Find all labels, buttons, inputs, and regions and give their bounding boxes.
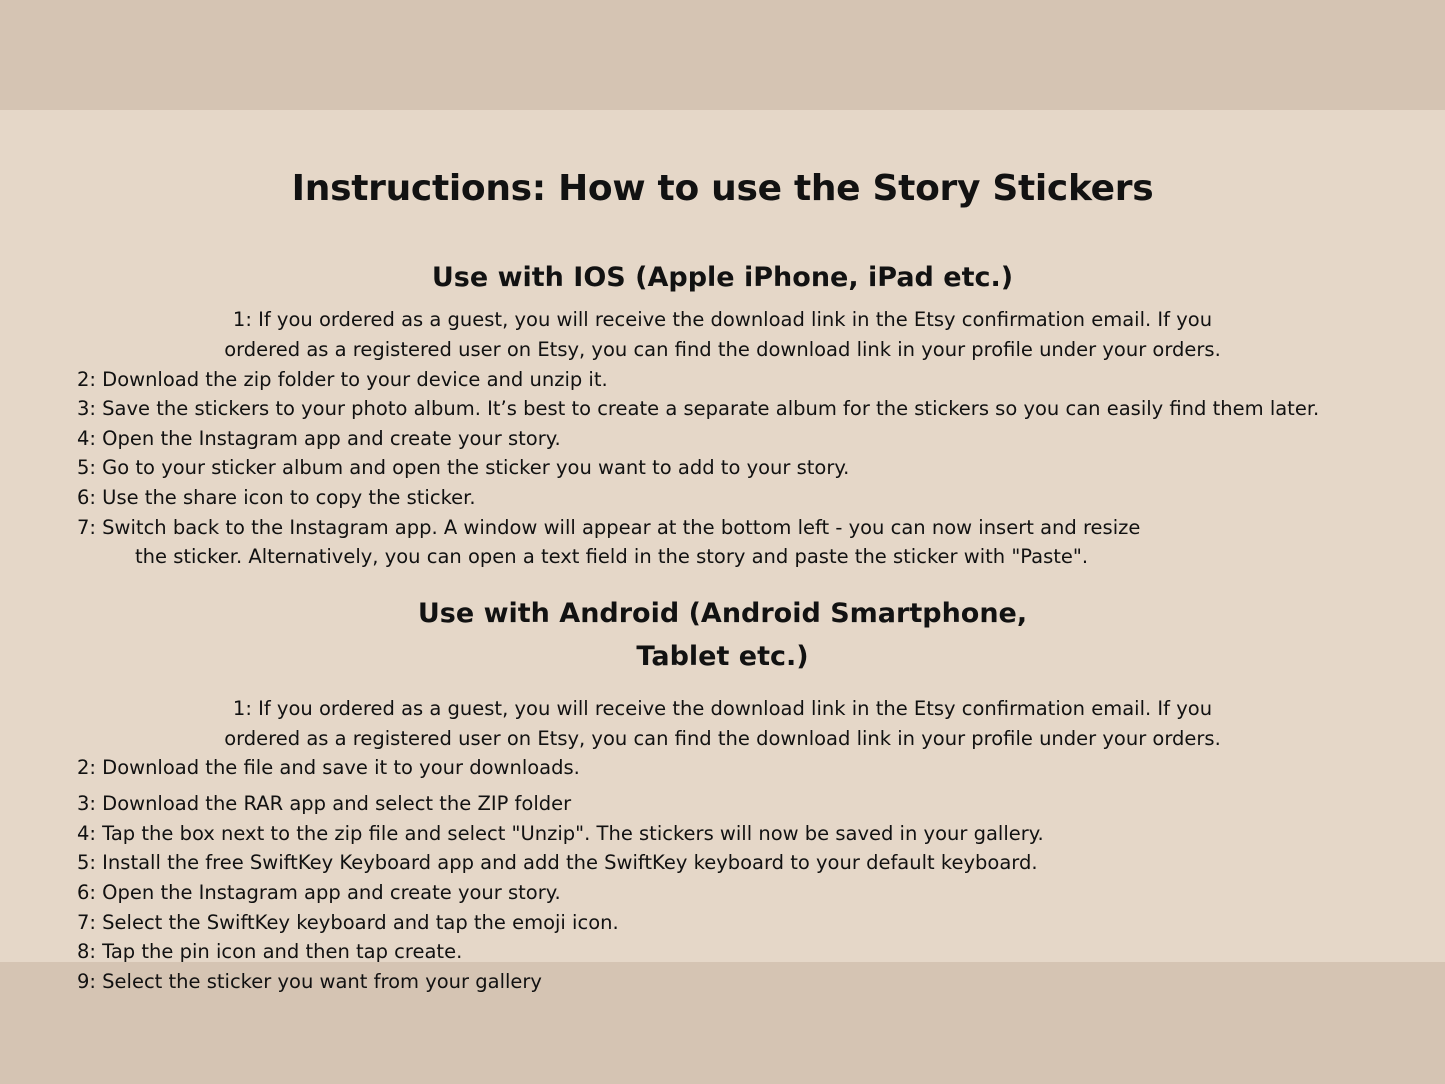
step-continuation: the sticker. Alternatively, you can open a text field in the story and paste the sticker with "Paste". [135, 545, 1089, 569]
list-item: 2: Download the zip folder to your device and unzip it. [77, 367, 608, 391]
step-text: 7: Switch back to the Instagram app. A window will appear at the bottom left - you can now insert and resize [77, 515, 1141, 539]
step-text: 1: If you ordered as a guest, you will receive the download link in the Etsy confirmation email. If you [232, 697, 1213, 721]
list-item: 4: Tap the box next to the zip file and select "Unzip". The stickers will now be saved in your gallery. [77, 821, 1044, 845]
steps-list-android [55, 694, 1390, 996]
step-continuation: ordered as a registered user on Etsy, you can find the download link in your profile under your orders. [224, 337, 1221, 361]
list-item: 5: Go to your sticker album and open the sticker you want to add to your story. [77, 456, 850, 480]
page-title: Instructions: How to use the Story Stickers [291, 168, 1154, 209]
list-item [55, 694, 1390, 753]
list-item: 6: Open the Instagram app and create your story. [77, 880, 561, 904]
list-item [55, 305, 1390, 364]
list-item: 6: Use the share icon to copy the sticker. [77, 486, 476, 510]
list-item: 4: Open the Instagram app and create your story. [77, 426, 561, 450]
list-item [55, 513, 1390, 572]
step-continuation: ordered as a registered user on Etsy, you can find the download link in your profile under your orders. [224, 726, 1221, 750]
instructions-content [0, 110, 1445, 993]
steps-list-ios [55, 305, 1390, 572]
list-item: 3: Save the stickers to your photo album. It’s best to create a separate album for the stickers so you can easily find them later. [77, 397, 1320, 421]
list-item: 5: Install the free SwiftKey Keyboard app and add the SwiftKey keyboard to your default keyboard. [77, 851, 1038, 875]
section-heading-ios: Use with IOS (Apple iPhone, iPad etc.) [431, 262, 1014, 294]
list-item: 7: Select the SwiftKey keyboard and tap the emoji icon. [77, 910, 619, 934]
section-heading-android: Use with Android (Android Smartphone, [417, 597, 1028, 629]
step-text: 1: If you ordered as a guest, you will receive the download link in the Etsy confirmation email. If you [232, 308, 1213, 332]
list-item: 9: Select the sticker you want from your gallery [77, 969, 542, 993]
list-item: 2: Download the file and save it to your downloads. [77, 756, 580, 780]
list-item: 3: Download the RAR app and select the ZIP folder [77, 792, 572, 816]
list-item: 8: Tap the pin icon and then tap create. [77, 940, 463, 964]
section-heading-android-line2: Tablet etc.) [636, 641, 809, 673]
